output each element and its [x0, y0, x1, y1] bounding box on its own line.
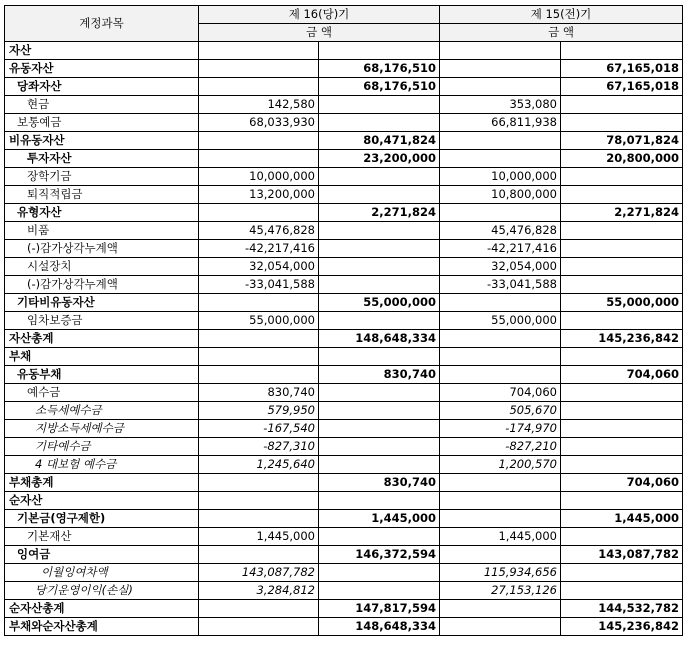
prior-subtotal-amount-cell: 1,445,000	[561, 510, 683, 528]
table-body	[5, 42, 683, 636]
prior-subtotal-amount-cell	[561, 456, 683, 474]
prior-subtotal-amount-cell	[561, 114, 683, 132]
account-name-cell: 유동부채	[5, 366, 199, 384]
prior-detail-amount-cell	[440, 600, 561, 618]
table-row	[5, 276, 683, 294]
prior-detail-amount-cell	[440, 42, 561, 60]
prior-detail-amount-cell: 10,800,000	[440, 186, 561, 204]
prior-subtotal-amount-cell	[561, 222, 683, 240]
current-detail-amount-cell	[199, 474, 319, 492]
prior-subtotal-amount-cell: 2,271,824	[561, 204, 683, 222]
prior-detail-amount-cell	[440, 618, 561, 636]
account-name-cell: 유동자산	[5, 60, 199, 78]
current-detail-amount-cell	[199, 492, 319, 510]
balance-sheet-table	[4, 5, 683, 636]
prior-subtotal-amount-cell	[561, 42, 683, 60]
current-detail-amount-cell: 32,054,000	[199, 258, 319, 276]
current-detail-amount-cell: 830,740	[199, 384, 319, 402]
account-name-cell: 현금	[5, 96, 199, 114]
table-row	[5, 366, 683, 384]
table-row	[5, 618, 683, 636]
prior-detail-amount-cell	[440, 546, 561, 564]
current-subtotal-amount-cell: 80,471,824	[319, 132, 440, 150]
prior-detail-amount-cell: 32,054,000	[440, 258, 561, 276]
current-subtotal-amount-cell	[319, 42, 440, 60]
table-row	[5, 528, 683, 546]
prior-subtotal-amount-cell: 78,071,824	[561, 132, 683, 150]
prior-detail-amount-cell	[440, 294, 561, 312]
current-subtotal-amount-cell	[319, 348, 440, 366]
current-subtotal-amount-cell	[319, 114, 440, 132]
account-name-cell: 보통예금	[5, 114, 199, 132]
current-detail-amount-cell	[199, 366, 319, 384]
prior-subtotal-amount-cell: 67,165,018	[561, 60, 683, 78]
prior-subtotal-amount-cell	[561, 438, 683, 456]
prior-detail-amount-cell	[440, 330, 561, 348]
prior-amount-header: 금 액	[440, 24, 683, 42]
table-row	[5, 492, 683, 510]
prior-detail-amount-cell	[440, 474, 561, 492]
table-row	[5, 96, 683, 114]
account-name-cell: 부채와순자산총계	[5, 618, 199, 636]
prior-subtotal-amount-cell: 145,236,842	[561, 618, 683, 636]
table-row	[5, 474, 683, 492]
prior-detail-amount-cell: 704,060	[440, 384, 561, 402]
table-row	[5, 546, 683, 564]
table-row	[5, 132, 683, 150]
current-subtotal-amount-cell: 23,200,000	[319, 150, 440, 168]
current-detail-amount-cell: 142,580	[199, 96, 319, 114]
current-subtotal-amount-cell	[319, 528, 440, 546]
account-name-cell: 부채총계	[5, 474, 199, 492]
account-name-cell: 기타비유동자산	[5, 294, 199, 312]
current-detail-amount-cell	[199, 348, 319, 366]
current-detail-amount-cell	[199, 546, 319, 564]
current-subtotal-amount-cell: 830,740	[319, 366, 440, 384]
current-detail-amount-cell	[199, 510, 319, 528]
account-name-cell: 순자산총계	[5, 600, 199, 618]
prior-detail-amount-cell: 505,670	[440, 402, 561, 420]
current-subtotal-amount-cell: 830,740	[319, 474, 440, 492]
current-subtotal-amount-cell	[319, 582, 440, 600]
prior-detail-amount-cell: 27,153,126	[440, 582, 561, 600]
prior-subtotal-amount-cell	[561, 492, 683, 510]
current-detail-amount-cell: -42,217,416	[199, 240, 319, 258]
current-subtotal-amount-cell	[319, 384, 440, 402]
current-subtotal-amount-cell: 68,176,510	[319, 78, 440, 96]
prior-detail-amount-cell	[440, 132, 561, 150]
current-subtotal-amount-cell	[319, 564, 440, 582]
prior-detail-amount-cell: -33,041,588	[440, 276, 561, 294]
prior-detail-amount-cell: 10,000,000	[440, 168, 561, 186]
current-subtotal-amount-cell	[319, 240, 440, 258]
account-name-cell: 퇴직적립금	[5, 186, 199, 204]
prior-subtotal-amount-cell	[561, 312, 683, 330]
prior-detail-amount-cell	[440, 78, 561, 96]
current-period-header: 제 16(당)기	[199, 6, 440, 24]
prior-detail-amount-cell: 66,811,938	[440, 114, 561, 132]
current-detail-amount-cell	[199, 78, 319, 96]
current-subtotal-amount-cell: 147,817,594	[319, 600, 440, 618]
table-row	[5, 168, 683, 186]
current-subtotal-amount-cell: 1,445,000	[319, 510, 440, 528]
account-name-cell: 당기운영이익(손실)	[5, 582, 199, 600]
prior-detail-amount-cell: 55,000,000	[440, 312, 561, 330]
current-detail-amount-cell: -33,041,588	[199, 276, 319, 294]
prior-subtotal-amount-cell	[561, 348, 683, 366]
account-name-cell: (-)감가상각누계액	[5, 240, 199, 258]
account-name-cell: 기타예수금	[5, 438, 199, 456]
header-row-period	[5, 6, 683, 24]
account-name-cell: 자산총계	[5, 330, 199, 348]
balance-sheet	[4, 5, 683, 636]
prior-detail-amount-cell: 353,080	[440, 96, 561, 114]
table-row	[5, 384, 683, 402]
table-row	[5, 348, 683, 366]
current-detail-amount-cell: 143,087,782	[199, 564, 319, 582]
current-detail-amount-cell	[199, 294, 319, 312]
current-subtotal-amount-cell	[319, 96, 440, 114]
prior-subtotal-amount-cell	[561, 96, 683, 114]
prior-period-header: 제 15(전)기	[440, 6, 683, 24]
prior-subtotal-amount-cell: 144,532,782	[561, 600, 683, 618]
current-detail-amount-cell: 1,445,000	[199, 528, 319, 546]
table-row	[5, 294, 683, 312]
prior-subtotal-amount-cell	[561, 564, 683, 582]
prior-detail-amount-cell: -827,210	[440, 438, 561, 456]
current-detail-amount-cell: 10,000,000	[199, 168, 319, 186]
current-detail-amount-cell	[199, 618, 319, 636]
account-name-cell: 잉여금	[5, 546, 199, 564]
current-subtotal-amount-cell	[319, 186, 440, 204]
table-row	[5, 420, 683, 438]
prior-subtotal-amount-cell: 704,060	[561, 474, 683, 492]
current-detail-amount-cell	[199, 204, 319, 222]
prior-subtotal-amount-cell	[561, 276, 683, 294]
table-row	[5, 312, 683, 330]
prior-subtotal-amount-cell: 143,087,782	[561, 546, 683, 564]
table-row	[5, 330, 683, 348]
current-amount-header: 금 액	[199, 24, 440, 42]
current-subtotal-amount-cell	[319, 168, 440, 186]
current-subtotal-amount-cell: 146,372,594	[319, 546, 440, 564]
current-detail-amount-cell: 68,033,930	[199, 114, 319, 132]
current-detail-amount-cell: 3,284,812	[199, 582, 319, 600]
current-detail-amount-cell	[199, 42, 319, 60]
prior-subtotal-amount-cell: 67,165,018	[561, 78, 683, 96]
current-subtotal-amount-cell: 2,271,824	[319, 204, 440, 222]
table-row	[5, 78, 683, 96]
current-detail-amount-cell: 579,950	[199, 402, 319, 420]
current-detail-amount-cell	[199, 60, 319, 78]
table-row	[5, 510, 683, 528]
current-subtotal-amount-cell	[319, 312, 440, 330]
current-subtotal-amount-cell	[319, 222, 440, 240]
current-subtotal-amount-cell	[319, 438, 440, 456]
current-subtotal-amount-cell	[319, 456, 440, 474]
prior-detail-amount-cell	[440, 492, 561, 510]
account-name-cell: 비유동자산	[5, 132, 199, 150]
table-row	[5, 600, 683, 618]
table-row	[5, 438, 683, 456]
prior-detail-amount-cell	[440, 60, 561, 78]
prior-subtotal-amount-cell: 55,000,000	[561, 294, 683, 312]
account-name-cell: 임차보증금	[5, 312, 199, 330]
current-subtotal-amount-cell	[319, 492, 440, 510]
prior-subtotal-amount-cell	[561, 258, 683, 276]
account-name-cell: 순자산	[5, 492, 199, 510]
current-subtotal-amount-cell: 148,648,334	[319, 330, 440, 348]
current-detail-amount-cell: 55,000,000	[199, 312, 319, 330]
table-row	[5, 204, 683, 222]
account-header: 계정과목	[5, 6, 199, 42]
account-name-cell: 투자자산	[5, 150, 199, 168]
table-row	[5, 42, 683, 60]
current-detail-amount-cell	[199, 132, 319, 150]
current-detail-amount-cell	[199, 600, 319, 618]
prior-detail-amount-cell: -42,217,416	[440, 240, 561, 258]
current-subtotal-amount-cell: 148,648,334	[319, 618, 440, 636]
current-subtotal-amount-cell	[319, 276, 440, 294]
account-name-cell: 지방소득세예수금	[5, 420, 199, 438]
current-subtotal-amount-cell	[319, 420, 440, 438]
table-row	[5, 60, 683, 78]
current-detail-amount-cell	[199, 330, 319, 348]
current-subtotal-amount-cell	[319, 402, 440, 420]
table-row	[5, 186, 683, 204]
table-row	[5, 114, 683, 132]
account-name-cell: 기본금(영구제한)	[5, 510, 199, 528]
current-detail-amount-cell: 45,476,828	[199, 222, 319, 240]
account-name-cell: 기본재산	[5, 528, 199, 546]
table-row	[5, 564, 683, 582]
prior-subtotal-amount-cell	[561, 420, 683, 438]
prior-subtotal-amount-cell	[561, 240, 683, 258]
table-row	[5, 240, 683, 258]
current-detail-amount-cell: -167,540	[199, 420, 319, 438]
current-subtotal-amount-cell: 68,176,510	[319, 60, 440, 78]
account-name-cell: 당좌자산	[5, 78, 199, 96]
current-detail-amount-cell: 13,200,000	[199, 186, 319, 204]
prior-subtotal-amount-cell	[561, 402, 683, 420]
current-subtotal-amount-cell: 55,000,000	[319, 294, 440, 312]
account-name-cell: (-)감가상각누계액	[5, 276, 199, 294]
prior-subtotal-amount-cell	[561, 528, 683, 546]
current-detail-amount-cell	[199, 150, 319, 168]
account-name-cell: 시설장치	[5, 258, 199, 276]
table-row	[5, 258, 683, 276]
prior-subtotal-amount-cell	[561, 186, 683, 204]
prior-detail-amount-cell	[440, 150, 561, 168]
prior-subtotal-amount-cell	[561, 384, 683, 402]
prior-detail-amount-cell	[440, 366, 561, 384]
table-row	[5, 150, 683, 168]
prior-subtotal-amount-cell: 20,800,000	[561, 150, 683, 168]
prior-subtotal-amount-cell	[561, 168, 683, 186]
table-row	[5, 222, 683, 240]
table-row	[5, 402, 683, 420]
prior-detail-amount-cell: 115,934,656	[440, 564, 561, 582]
prior-detail-amount-cell: 45,476,828	[440, 222, 561, 240]
table-row	[5, 582, 683, 600]
account-name-cell: 이월잉여차액	[5, 564, 199, 582]
prior-detail-amount-cell	[440, 348, 561, 366]
account-name-cell: 부채	[5, 348, 199, 366]
account-name-cell: 4 대보험 예수금	[5, 456, 199, 474]
prior-subtotal-amount-cell: 704,060	[561, 366, 683, 384]
prior-detail-amount-cell: 1,445,000	[440, 528, 561, 546]
current-detail-amount-cell: 1,245,640	[199, 456, 319, 474]
account-name-cell: 소득세예수금	[5, 402, 199, 420]
table-row	[5, 456, 683, 474]
account-name-cell: 비품	[5, 222, 199, 240]
account-name-cell: 유형자산	[5, 204, 199, 222]
current-subtotal-amount-cell	[319, 258, 440, 276]
current-detail-amount-cell: -827,310	[199, 438, 319, 456]
prior-subtotal-amount-cell	[561, 582, 683, 600]
account-name-cell: 자산	[5, 42, 199, 60]
prior-detail-amount-cell: 1,200,570	[440, 456, 561, 474]
prior-detail-amount-cell: -174,970	[440, 420, 561, 438]
prior-subtotal-amount-cell: 145,236,842	[561, 330, 683, 348]
prior-detail-amount-cell	[440, 204, 561, 222]
account-name-cell: 예수금	[5, 384, 199, 402]
prior-detail-amount-cell	[440, 510, 561, 528]
account-name-cell: 장학기금	[5, 168, 199, 186]
